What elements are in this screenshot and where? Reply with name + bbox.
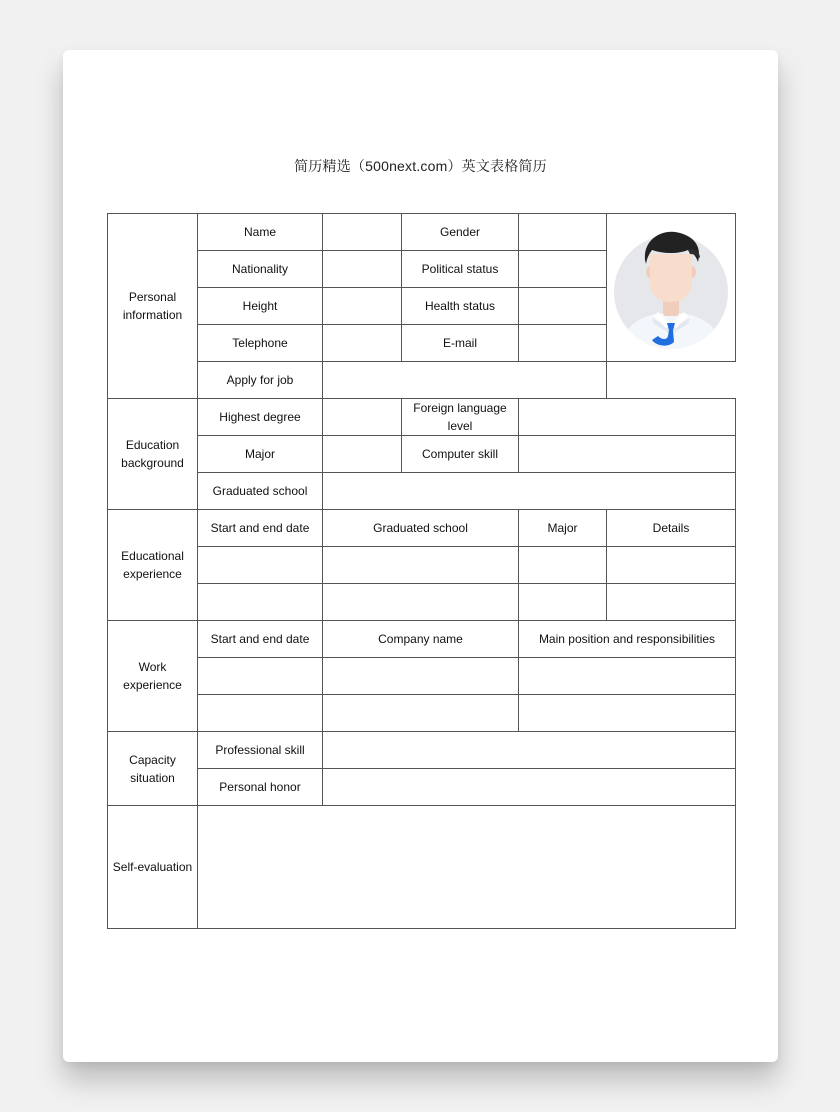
health-status-label: Health status (402, 288, 519, 325)
computer-skill-value-cell[interactable] (519, 436, 736, 473)
work-header-company: Company name (323, 621, 519, 658)
edu-school-cell[interactable] (323, 547, 519, 584)
work-position-cell[interactable] (519, 658, 736, 695)
table-row (108, 510, 736, 547)
telephone-value-cell[interactable] (323, 325, 402, 362)
resume-table (107, 213, 736, 929)
person-avatar-icon (612, 224, 730, 352)
graduated-school-label: Graduated school (198, 473, 323, 510)
political-status-value-cell[interactable] (519, 251, 607, 288)
edu-header-date: Start and end date (198, 510, 323, 547)
name-value-cell[interactable] (323, 214, 402, 251)
gender-value-cell[interactable] (519, 214, 607, 251)
foreign-language-value-cell[interactable] (519, 399, 736, 436)
height-label: Height (198, 288, 323, 325)
edu-school-cell[interactable] (323, 584, 519, 621)
personal-honor-label: Personal honor (198, 769, 323, 806)
edu-date-cell[interactable] (198, 584, 323, 621)
self-evaluation-value-cell[interactable] (198, 806, 736, 929)
personal-honor-value-cell[interactable] (323, 769, 736, 806)
table-row (108, 547, 736, 584)
section-educational-experience: Educational experience (108, 510, 198, 621)
name-label: Name (198, 214, 323, 251)
major-label: Major (198, 436, 323, 473)
apply-for-job-label: Apply for job (198, 362, 323, 399)
section-capacity-situation: Capacity situation (108, 732, 198, 806)
graduated-school-value-cell[interactable] (323, 473, 736, 510)
table-row (108, 621, 736, 658)
health-status-value-cell[interactable] (519, 288, 607, 325)
height-value-cell[interactable] (323, 288, 402, 325)
edu-major-cell[interactable] (519, 547, 607, 584)
table-row (108, 584, 736, 621)
work-date-cell[interactable] (198, 695, 323, 732)
edu-details-cell[interactable] (607, 584, 736, 621)
section-work-experience: Work experience (108, 621, 198, 732)
table-row (108, 473, 736, 510)
photo-cell[interactable] (607, 214, 736, 362)
table-row (108, 399, 736, 436)
professional-skill-label: Professional skill (198, 732, 323, 769)
table-row (108, 436, 736, 473)
resume-page (63, 50, 778, 1062)
table-row (108, 695, 736, 732)
section-education-background: Education background (108, 399, 198, 510)
apply-for-job-value-cell[interactable] (323, 362, 607, 399)
telephone-label: Telephone (198, 325, 323, 362)
work-position-cell[interactable] (519, 695, 736, 732)
nationality-label: Nationality (198, 251, 323, 288)
edu-header-school: Graduated school (323, 510, 519, 547)
edu-header-details: Details (607, 510, 736, 547)
table-row (108, 806, 736, 929)
email-value-cell[interactable] (519, 325, 607, 362)
table-row (108, 214, 736, 251)
work-company-cell[interactable] (323, 695, 519, 732)
edu-details-cell[interactable] (607, 547, 736, 584)
foreign-language-label: Foreign language level (402, 399, 519, 436)
section-self-evaluation: Self-evaluation (108, 806, 198, 929)
table-row (108, 732, 736, 769)
table-row (108, 769, 736, 806)
table-row (108, 362, 736, 399)
computer-skill-label: Computer skill (402, 436, 519, 473)
work-date-cell[interactable] (198, 658, 323, 695)
major-value-cell[interactable] (323, 436, 402, 473)
section-personal-information: Personal information (108, 214, 198, 399)
edu-header-major: Major (519, 510, 607, 547)
professional-skill-value-cell[interactable] (323, 732, 736, 769)
work-company-cell[interactable] (323, 658, 519, 695)
edu-major-cell[interactable] (519, 584, 607, 621)
table-row (108, 658, 736, 695)
nationality-value-cell[interactable] (323, 251, 402, 288)
edu-date-cell[interactable] (198, 547, 323, 584)
work-header-date: Start and end date (198, 621, 323, 658)
gender-label: Gender (402, 214, 519, 251)
page-title: 简历精选（500next.com）英文表格简历 (294, 158, 547, 174)
work-header-position: Main position and responsibilities (519, 621, 736, 658)
political-status-label: Political status (402, 251, 519, 288)
highest-degree-label: Highest degree (198, 399, 323, 436)
email-label: E-mail (402, 325, 519, 362)
highest-degree-value-cell[interactable] (323, 399, 402, 436)
